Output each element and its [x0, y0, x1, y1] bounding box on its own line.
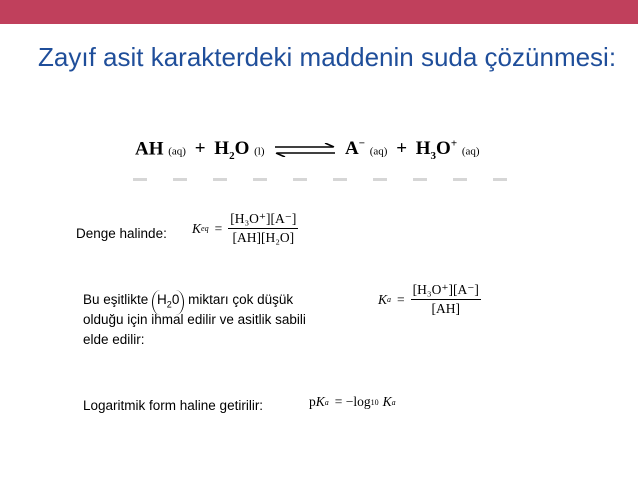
ka-denominator: [AH]: [431, 301, 460, 316]
ka-text-line-2: olduğu için ihmal edilir ve asitlik sabili: [83, 312, 306, 327]
ka-text-line-3: elde edilir:: [83, 332, 145, 347]
ka-numerator: [H₃O⁺][A⁻]: [411, 282, 481, 300]
header-bar: [0, 0, 638, 24]
pka-formula: p K a = −log 10 K a: [309, 394, 396, 409]
reactant-water-state: (l): [254, 145, 265, 158]
slide-title: Zayıf asit karakterdeki maddenin suda çözünmesi:: [38, 42, 617, 72]
denge-label: Denge halinde:: [76, 226, 167, 241]
keq-fraction: [228, 211, 298, 246]
ka-text-line-1: Bu eşitlikte $H_20$ miktarı çok düşük: [83, 290, 293, 315]
product-anion-state: (aq): [369, 145, 388, 158]
pka-label: Logaritmik form haline getirilir:: [83, 398, 264, 413]
product-anion: A−: [344, 138, 365, 160]
plus-sign: +: [194, 138, 206, 160]
cropped-text-line: [133, 178, 511, 181]
product-hydronium: $H_3O^+$: [415, 138, 458, 163]
equilibrium-arrows-icon: [273, 143, 337, 157]
reactant-ah: AH: [135, 138, 164, 160]
plus-sign-2: +: [396, 138, 408, 160]
ka-fraction: [411, 282, 481, 317]
reaction-equation: [135, 138, 515, 178]
h2o-parenthesized: $H_20$: [152, 290, 184, 315]
keq-denominator: [AH][H₂O]: [232, 230, 295, 245]
product-hydronium-state: (aq): [461, 145, 480, 158]
ka-formula: K a = $\frac{\text{[H₃O⁺][A⁻]}}{[AH]}$: [378, 282, 479, 316]
reactant-ah-state: (aq): [168, 145, 186, 158]
keq-formula: K eq = $\frac{\text{[H₃O⁺][A⁻]}}{\text{[AH][H₂O]}}$: [192, 211, 297, 245]
reactant-water: $H_2O$: [214, 138, 250, 163]
keq-numerator: [H₃O⁺][A⁻]: [228, 211, 298, 229]
